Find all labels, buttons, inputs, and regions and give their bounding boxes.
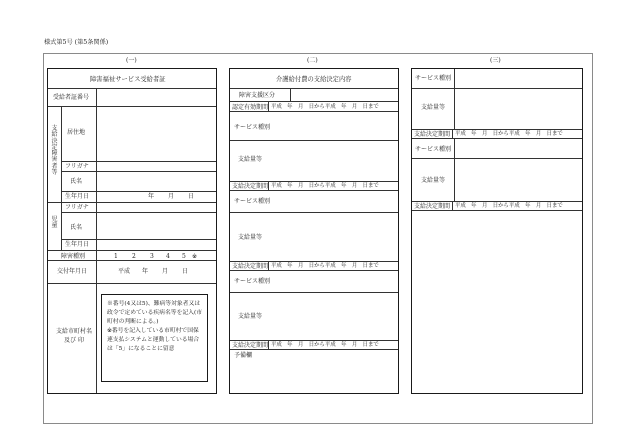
section-header-3: (三) (490, 57, 501, 64)
disability-type-label: 障害種別 (61, 253, 86, 260)
service-type-label-3: サービス種別 (234, 278, 271, 285)
disability-number-4: 4 (166, 253, 170, 260)
p3-amount-label-2: 支給量等 (421, 177, 446, 184)
decision-period-label-3: 支給決定期間 (232, 342, 269, 349)
amount-label-1: 支給量等 (238, 156, 263, 163)
recipient-number-label: 受給者証番号 (53, 94, 90, 101)
care-benefit-decision-panel (229, 68, 399, 394)
address-label: 居住地 (67, 129, 86, 136)
name-label: 氏名 (70, 178, 83, 185)
dob-day-unit: 日 (188, 193, 195, 200)
service-type-label-1: サービス種別 (234, 124, 271, 131)
applicant-group-label: 支給決定障害者等 (51, 125, 58, 177)
disability-number-3: 3 (150, 253, 154, 260)
dob-year-unit: 年 (148, 193, 155, 200)
p3-decision-period-value-2: 平成 年 月 日から平成 年 月 日まで (455, 203, 563, 209)
furigana-label: フリガナ (65, 163, 89, 170)
remarks-label: 予備欄 (234, 352, 253, 359)
decision-period-value-2: 平成 年 月 日から平成 年 月 日まで (271, 263, 379, 269)
p3-decision-period-value-1: 平成 年 月 日から平成 年 月 日まで (455, 131, 563, 137)
issue-date-day-unit: 日 (182, 268, 189, 275)
cert-period-label: 認定有効期間 (232, 104, 269, 111)
p3-service-type-label-1: サービス種別 (415, 75, 452, 82)
decision-period-label-1: 支給決定期間 (232, 183, 269, 190)
dob-label: 生年月日 (65, 193, 90, 200)
amount-label-2: 支給量等 (238, 234, 263, 241)
disability-number-1: 1 (114, 253, 118, 260)
municipality-label: 支給市町村名及び 印 (55, 328, 92, 344)
decision-period-value-1: 平成 年 月 日から平成 年 月 日まで (271, 183, 379, 189)
p3-decision-period-label-2: 支給決定期間 (414, 203, 451, 210)
form-label: 様式第5号 (第5条関係) (44, 39, 109, 46)
recipient-certificate-panel (47, 68, 217, 394)
disability-number-5: 5 (182, 253, 186, 260)
child-name-label: 氏名 (70, 224, 83, 231)
dob-month-unit: 月 (168, 193, 175, 200)
municipality-note-box: ※番号(4又は5)、難病等対象者又は政令で定めている疾病名等を記入(市町村の判断による。) ※番号を記入している市町村で国保連支払システムと運動している場合は「5」になることに留意 (101, 294, 208, 382)
issue-date-year-unit: 年 (142, 268, 149, 275)
decision-title: 介護給付費の支給決定内容 (276, 76, 352, 83)
amount-label-3: 支給量等 (238, 313, 263, 320)
disability-note-mark: ※ (192, 253, 198, 260)
section-header-1: (一) (126, 57, 137, 64)
child-furigana-label: フリガナ (65, 204, 89, 211)
cert-period-value: 平成 年 月 日から平成 年 月 日まで (271, 104, 379, 110)
p3-service-type-label-2: サービス種別 (415, 146, 452, 153)
section-header-2: (二) (307, 57, 318, 64)
issue-date-label: 交付年月日 (57, 268, 88, 275)
additional-services-panel (411, 68, 583, 394)
disability-number-2: 2 (132, 253, 136, 260)
decision-period-label-2: 支給決定期間 (232, 263, 269, 270)
p3-decision-period-label-1: 支給決定期間 (414, 131, 451, 138)
issue-date-month-unit: 月 (162, 268, 169, 275)
decision-period-value-3: 平成 年 月 日から平成 年 月 日まで (271, 342, 379, 348)
child-group-label: 児童 (51, 216, 58, 230)
certificate-title: 障害福祉サービス受給者証 (90, 76, 166, 83)
p3-amount-label-1: 支給量等 (421, 104, 446, 111)
child-dob-label: 生年月日 (65, 241, 90, 248)
issue-date-era: 平成 (118, 268, 131, 275)
service-type-label-2: サービス種別 (234, 198, 271, 205)
support-category-label: 障害支援区分 (239, 92, 276, 99)
